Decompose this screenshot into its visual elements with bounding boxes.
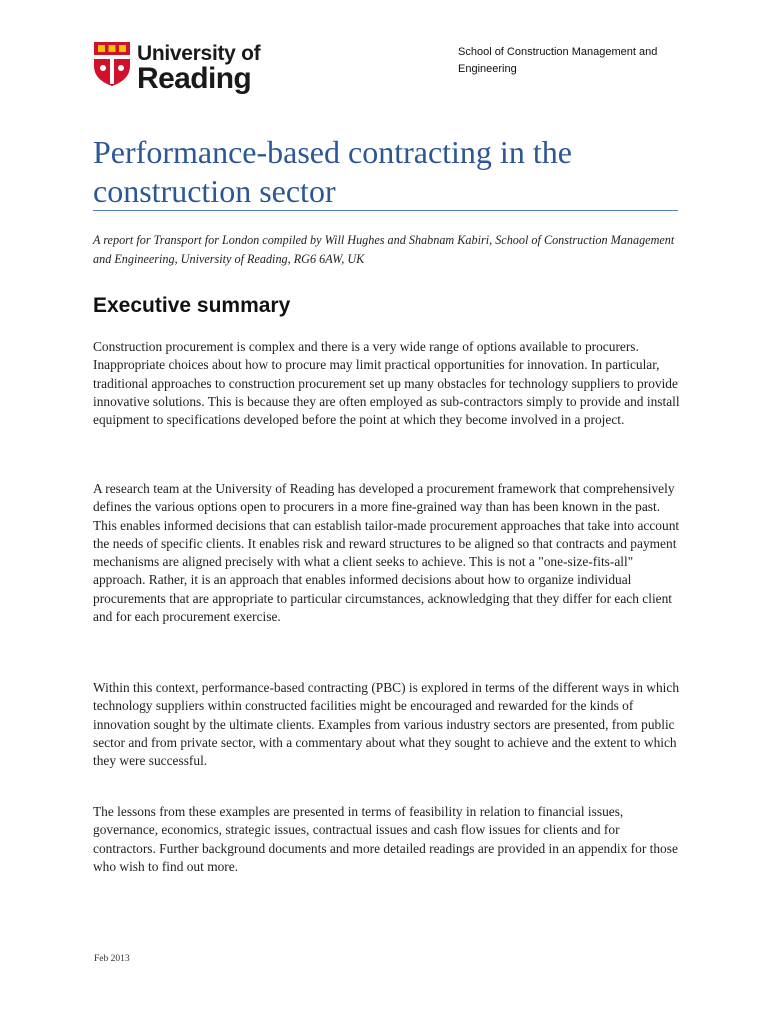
- university-wordmark: [137, 42, 260, 94]
- logo-line-2: Reading: [137, 62, 252, 95]
- university-shield-icon: [94, 42, 130, 86]
- document-title: Performance-based contracting in the construction sector: [93, 134, 572, 209]
- paragraph: The lessons from these examples are presented in terms of feasibility in relation to financial issues, governance, economics, strategic issues, contractual issues and cash flow issues for clients and for contractors. Further background documents and more detailed readings are provided in an appendix for those who wish to find out more.: [93, 804, 678, 874]
- paragraph: Within this context, performance-based contracting (PBC) is explored in terms of the different ways in which technology suppliers within constructed facilities might be encouraged and rewarded for the kinds of innovation sought by the ultimate clients. Examples from various industry sectors are presented, from public sector and from private sector, with a commentary about what they sought to achieve and the extent to which they were successful.: [93, 680, 680, 769]
- paragraph: Construction procurement is complex and there is a very wide range of options available to procurers. Inappropriate choices about how to procure may limit practical opportunities for innovation. In particular, traditional approaches to construction procurement set up many obstacles for technology suppliers to provide innovative solutions. This is because they are often employed as sub-contractors simply to provide and install equipment to specifications developed before the point at which they become involved in a project.: [93, 339, 680, 428]
- report-byline: A report for Transport for London compiled by Will Hughes and Shabnam Kabiri, School of Construction Management and Engineering, University of Reading, RG6 6AW, UK: [93, 233, 675, 266]
- school-name: School of Construction Management and Engineering: [458, 46, 658, 75]
- logo-line-1: University of: [137, 42, 261, 65]
- section-heading: Executive summary: [93, 294, 291, 317]
- title-rule: [93, 210, 678, 211]
- university-logo: [94, 42, 260, 94]
- footer-date: Feb 2013: [94, 954, 130, 964]
- paragraph: A research team at the University of Reading has developed a procurement framework that comprehensively defines the various options open to procurers in a more fine-grained way than has been known in the past. This enables informed decisions that can establish tailor-made procurement approaches that take into account the needs of specific clients. It enables risk and reward structures to be aligned so that contracts and payment mechanisms are aligned precisely with what a client seeks to achieve. This is not a "one-size-fits-all" approach. Rather, it is an approach that enables informed decisions about how to organize individual procurements that are appropriate to particular circumstances, acknowledging that they differ for each client and for each procurement exercise.: [93, 481, 680, 625]
